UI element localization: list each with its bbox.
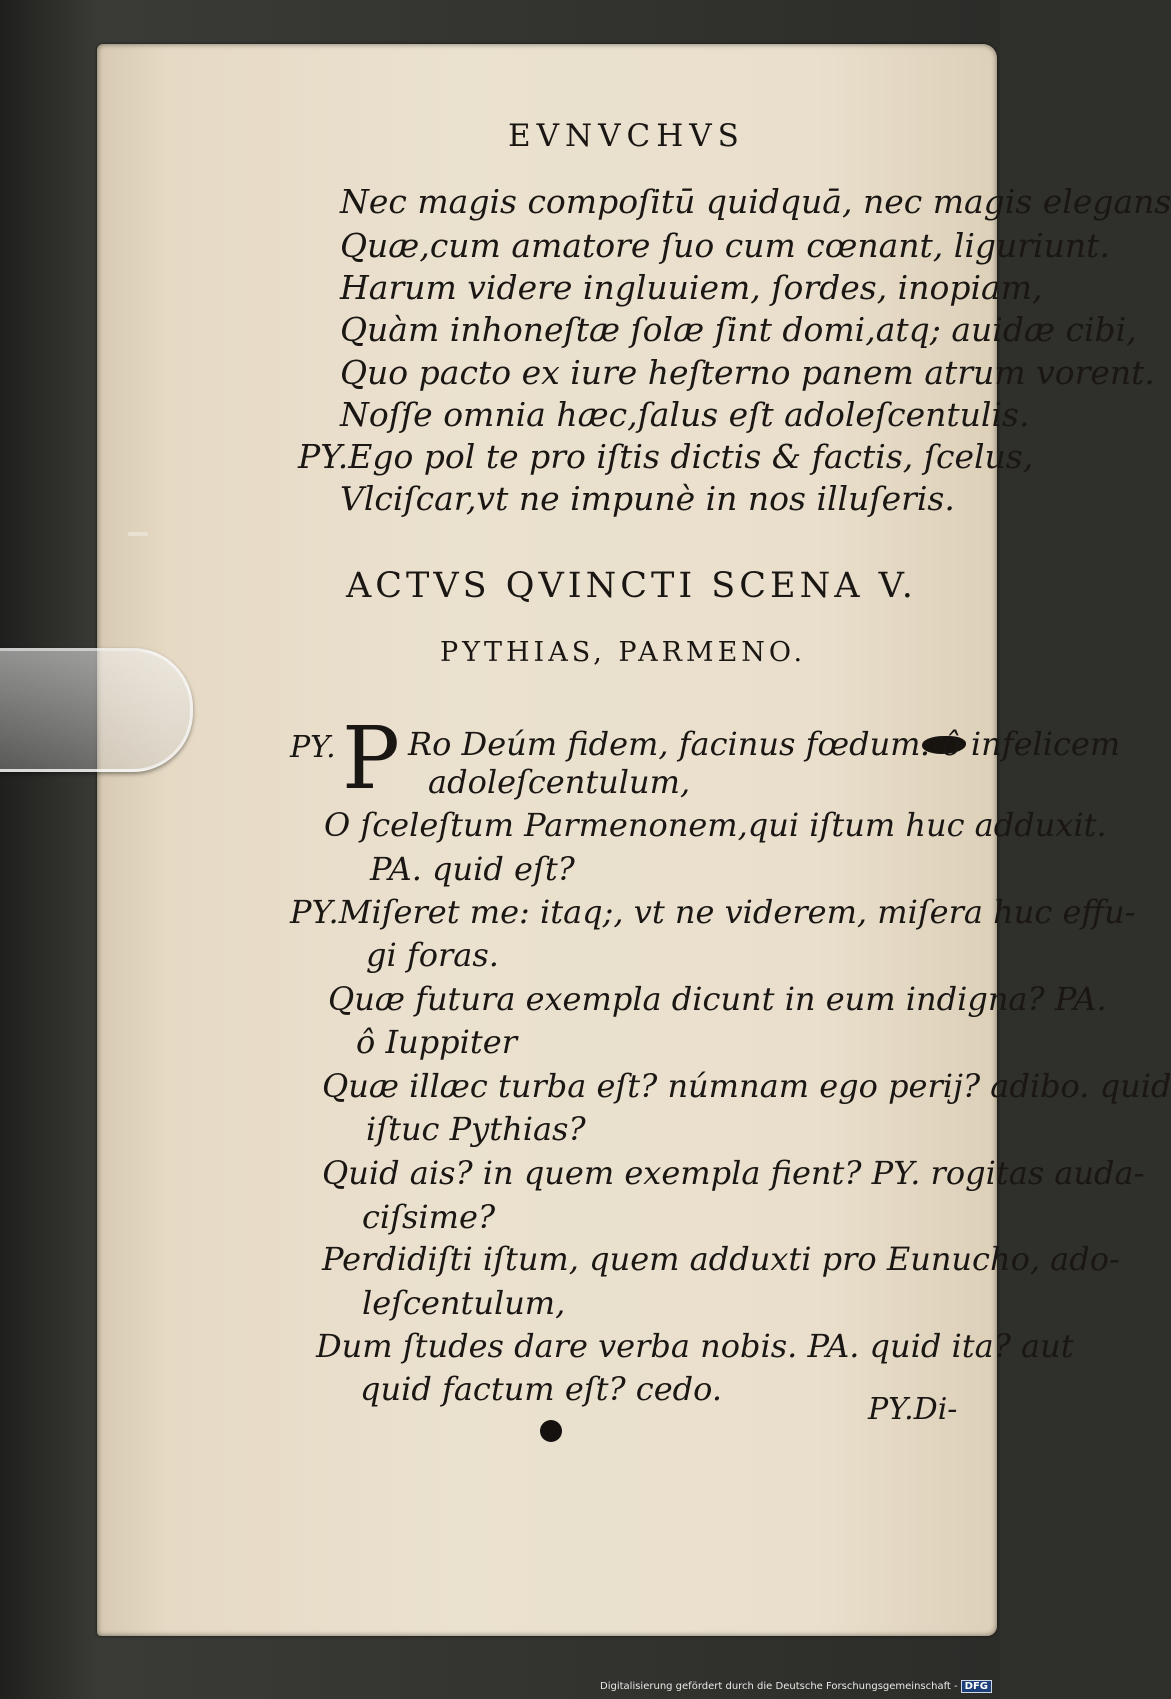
text-line: Ro Deúm fidem, facinus fœdum: ô infelicem (408, 725, 1121, 763)
text-line: PY.Ego pol te pro iſtis dictis & factis, ſcelus, (298, 437, 1034, 476)
text-line: PA. quid eſt? (370, 850, 575, 888)
credit-text: Digitalisierung gefördert durch die Deutsche Forschungsgemeinschaft - (600, 1681, 958, 1692)
speaker-label: PY. (290, 730, 336, 765)
edge-mark (128, 532, 148, 536)
text-line: Quàm inhoneſtæ ſolæ ſint domi,atq; auidæ cibi, (340, 310, 1137, 349)
drop-cap: P (342, 709, 400, 809)
text-line: Quæ illæc turba eſt? númnam ego perij? adibo. quid (322, 1067, 1171, 1105)
text-line: Quæ,cum amatore ſuo cum cœnant, liguriunt. (340, 226, 1110, 265)
ink-dot (540, 1420, 562, 1442)
text-line: Dum ſtudes dare verba nobis. PA. quid ita? aut (316, 1327, 1074, 1365)
text-line: Noſſe omnia hæc,ſalus eſt adoleſcentulis. (340, 395, 1030, 434)
text-line: Harum videre ingluuiem, ſordes, inopiam, (340, 268, 1043, 307)
text-line: Quæ futura exempla dicunt in eum indigna? PA. (328, 980, 1107, 1018)
scene-heading: ACTVS QVINCTI SCENA V. (346, 566, 917, 606)
text-line: Vlciſcar,vt ne impunè in nos illuſeris. (340, 479, 955, 518)
dfg-logo: DFG (961, 1680, 992, 1693)
text-line: O ſceleſtum Parmenonem,qui iſtum huc adduxit. (324, 806, 1107, 844)
digitization-credit (600, 1680, 992, 1693)
text-line: ô Iuppiter (356, 1023, 517, 1061)
text-line: leſcentulum, (362, 1284, 566, 1322)
text-line: Nec magis compoſitū quidquā, nec magis elegans (340, 182, 1171, 221)
text-line: quid factum eſt? cedo. (360, 1370, 722, 1408)
text-line: iſtuc Pythias? (366, 1110, 586, 1148)
page-clip (0, 648, 193, 772)
text-line: ciſsime? (362, 1198, 496, 1236)
running-head: EVNVCHVS (508, 118, 745, 154)
text-line: Perdidiſti iſtum, quem adduxti pro Eunucho, ado- (322, 1240, 1120, 1278)
text-line: Quo pacto ex iure heſterno panem atrum vorent. (340, 353, 1155, 392)
catchword: PY.Di- (868, 1392, 958, 1427)
text-line: adoleſcentulum, (428, 763, 691, 801)
text-line: Quid ais? in quem exempla fient? PY. rogitas auda- (322, 1154, 1145, 1192)
text-line: PY.Miſeret me: itaq;, vt ne viderem, miſera huc effu- (290, 893, 1136, 931)
text-line: gi foras. (366, 936, 499, 974)
scene-persons: PYTHIAS, PARMENO. (440, 637, 807, 668)
